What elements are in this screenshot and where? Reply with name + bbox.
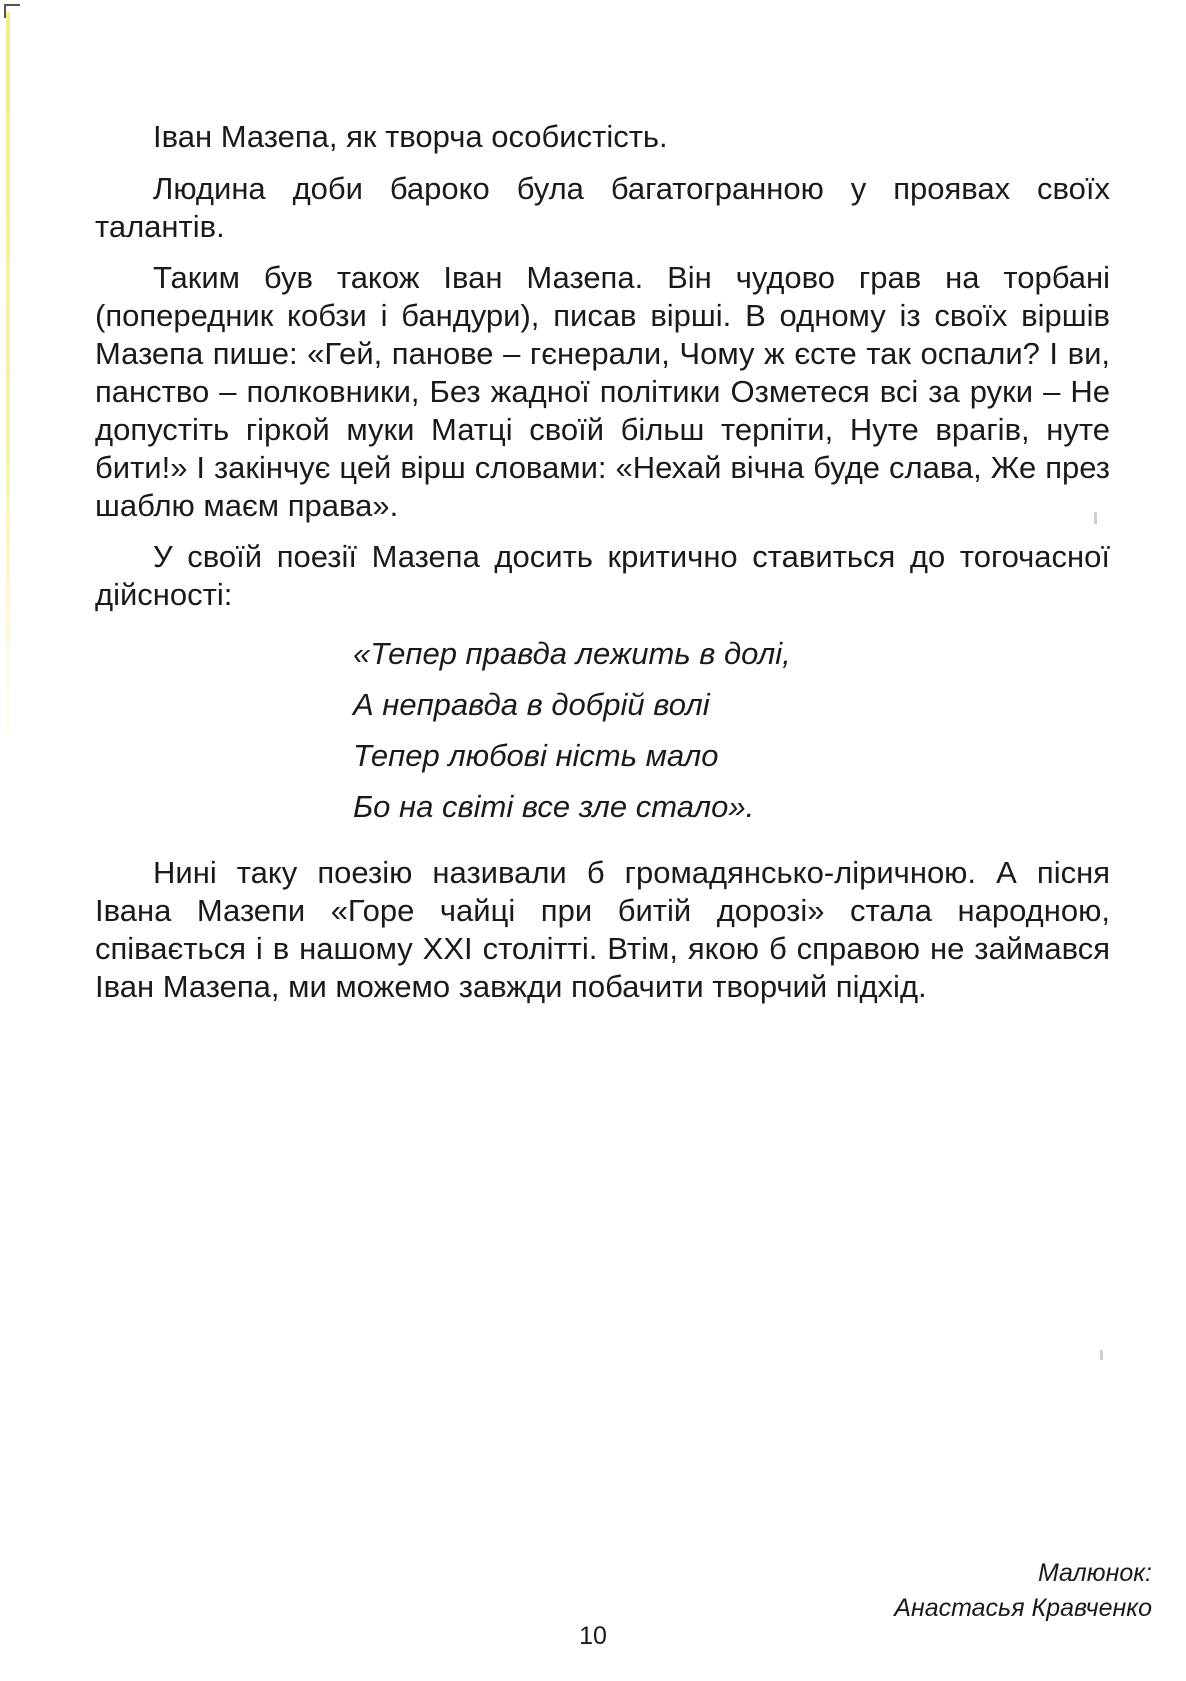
page-number: 10 xyxy=(579,1622,607,1650)
caption-author: Анастасья Кравченко xyxy=(894,1594,1152,1622)
poem-line: Бо на світі все зле стало». xyxy=(353,789,755,824)
scan-speck xyxy=(1100,1350,1103,1360)
poem-line: Тепер любові ність мало xyxy=(353,738,719,773)
illustration-caption xyxy=(894,1556,1152,1626)
article-title: Іван Мазепа, як творча особистість. xyxy=(153,119,668,154)
paragraph-1: Людина доби бароко була багатогранною у проявах своїх талантів. xyxy=(95,171,1110,244)
caption-label: Малюнок: xyxy=(1037,1559,1152,1587)
scan-edge xyxy=(6,12,10,752)
paragraph-3: У своїй поезії Мазепа досить критично ставиться до тогочасної дійсності: xyxy=(95,539,1110,612)
poem-quote xyxy=(353,628,1110,832)
paragraph-2: Таким був також Іван Мазепа. Він чудово грав на торбані (попередник кобзи і бандури), писав вірші. В одному із своїх віршів Мазепа пише: «Гей, панове – гєнерали, Чому ж єсте так оспали? І ви, панство – полковники, Без жадної політики Озметеся всі за руки – Не допустіть гіркой муки Матці своїй більш терпіти, Нуте врагів, нуте бити!» І закінчує цей вірш словами: «Нехай вічна буде слава, Же през шаблю маєм права». xyxy=(95,260,1110,523)
crop-mark xyxy=(4,4,20,18)
poem-line: «Тепер правда лежить в долі, xyxy=(353,636,791,671)
closing-paragraph: Нині таку поезію називали б громадянсько-ліричною. А пісня Івана Мазепи «Горе чайці при битій дорозі» стала народною, співається і в нашому XXI столітті. Втім, якою б справою не займався Іван Мазепа, ми можемо завжди побачити творчий підхід. xyxy=(95,855,1110,1004)
poem-line: А неправда в добрій волі xyxy=(353,687,710,722)
article-body xyxy=(95,118,1110,1019)
